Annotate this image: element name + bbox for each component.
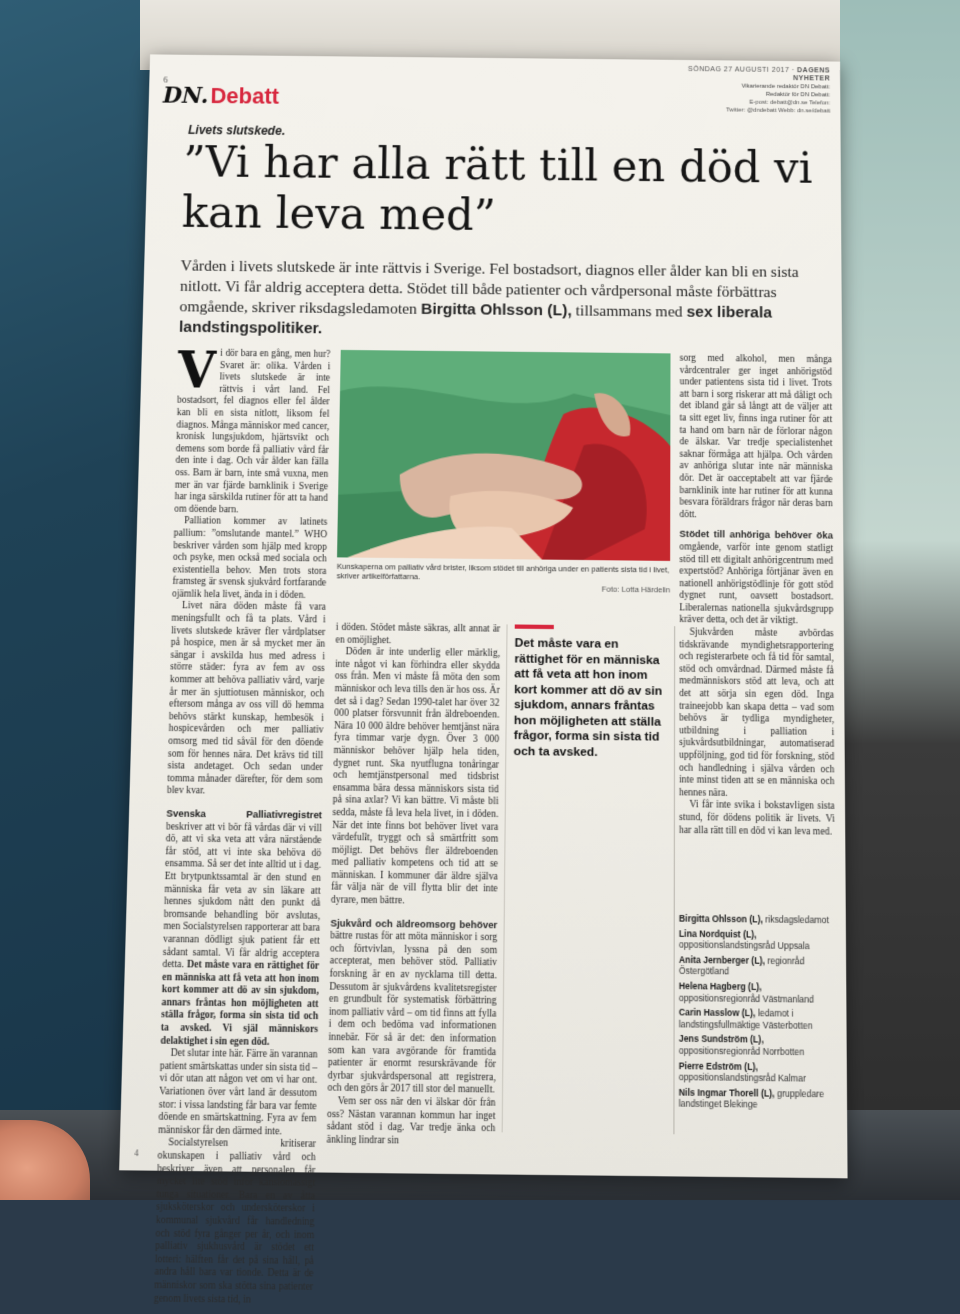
paragraph: i döden. Stödet måste säkras, allt annat är en omöjlighet.	[335, 622, 501, 646]
column-2	[326, 623, 500, 1155]
ingress-coauthors: sex liberala landstingspolitiker.	[178, 303, 773, 338]
paragraph: Livet nära döden måste få vara meningsfullt och få ta plats. Vård i livets slutskede kräver fler vårdplatser på hospice, men är så mycket mer än sängar i avskilda hus med adress i större städer: fyra av fem av oss kommer att behöva palliativ vård, varje år mer än sjuttiotusen människor, och eftersom många av oss vill dö hemma behövs stärkt kunskap, hembesök i hospicevården och mer palliativ omsorg med tid såväl för den döende som för hennes nära. Det krävs tid till sista andetaget. Och sedan under tomma månader därefter, för dem som blev kvar.	[166, 601, 326, 798]
signer: Lina Nordquist (L), oppositionslandstingsråd Uppsala	[678, 927, 810, 952]
column-4	[679, 354, 835, 904]
article-photo	[337, 350, 670, 561]
signer: Birgitta Ohlsson (L), riksdagsledamot	[678, 912, 829, 926]
paragraph: Socialstyrelsen kritiserar okunskapen i palliativ vård och beskriver även att personalen får mycket lite stöd inför känslomässigt tunga situationer. Bara en av åtta sjuksköterskor och undersköterskor i kommunal sjukvård får handledning och stöd fyra gånger per år, och inom palliativ sjukhusvård är stödet ett lotteri: hälften får det på sina håll, på andra håll bara var tionde. Detta är de människor som ska stötta sina patienter genom livets sista tid, in	[153, 1137, 317, 1306]
photo-credit: Foto: Lotta Härdelin	[601, 584, 671, 595]
paragraph: Stödet till anhöriga behöver öka omgående, varför inte genom statligt stöd till ett digitalt anhörigcentrum med expertstöd? Anhöriga förtjänar även en nationell anhörigstödlinje för gott stöd dygnet runt, oavsett bostadsort. Liberalernas nationella sjukvårdsgrupp kräver detta, och det är viktigt.	[679, 527, 834, 627]
kicker: Livets slutskede.	[187, 122, 286, 138]
ingress: Vården i livets slutskede är inte rättvis i Sverige. Fel bostadsort, diagnos eller ålder kan bli en sista nitlott. Vi får aldrig acceptera detta. Stödet till både patienter och vårdpersonal måste förbättras omgående, skriver riksdagsledamoten Birgitta Ohlsson (L), tillsammans med sex liberala landstingspolitiker.	[178, 257, 799, 338]
paragraph: Det slutar inte här. Färre än varannan patient smärtskattas under sin sista tid – vi dör utan att någon vet om vi har ont. Variationen över vårt land är dessutom stor: i vissa landsting får bara var femte döende en smärtskattning. Fyra av fem människor får den därmed inte.	[158, 1048, 318, 1138]
paragraph: sorg med alkohol, men många vårdcentraler ger inget anhörigstöd under patientens sista tid i livet. Trots att barn i sorg riskerar att må dåligt och det ibland går så långt att de väljer att ta sitt eget liv, finns inga rutiner för att ta hand om barn när de förlorar någon de älskar. Var tredje specialistenhet saknar förmåga att hjälpa. Och vården av anhöriga slutar inte när människa dör. Det är oacceptabelt att var fjärde barnklinik inte har rutiner för att kunna besvara föräldrars frågor när deras barn dött.	[679, 353, 833, 521]
contact-line: E-post: debatt@dn.se Telefon:	[749, 99, 831, 107]
magazine-background	[840, 0, 960, 1200]
paragraph: Sjukvården måste avbördas tidskrävande myndighetsrapportering och registerarbete och få tid för samtal, stöd och omvårdnad. Därmed måste få medmänniskors stöd att leva, och att det att sörja sin egen död. Inga traineejobb kan skapa detta – vad som behövs är tydliga myndigheter, utbildning i palliation i sjukvårdsutbildningar, automatiserad uppföljning, god tid för forskning, stöd och handledning i själva vården och inte minst tiden att se en människa och hennes nära.	[679, 627, 835, 799]
column-1	[153, 342, 331, 1306]
page-number: 6	[163, 74, 169, 85]
signer: Anita Jernberger (L), regionråd Östergötland	[678, 953, 805, 977]
signers-list	[679, 913, 837, 1115]
photo-caption: Kunskaperna om palliativ vård brister, liksom stödet till anhöriga under en patients sista tid i livet, skriver artikelförfattarna. Foto: Lotta Härdelin	[336, 561, 671, 595]
paragraph: Vi får inte svika i bokstavligen sista stund, för dödens politik är livets. Vi har alla rätt till en död vi kan leva med.	[679, 800, 835, 838]
paragraph: Svenska Palliativregistret beskriver att vi bör få vårdas där vi vill dö, att vi ska veta att våra närstående får stöd, att vi inte ska behöva dö ensamma. Så ser det inte alltid ut i dag. Ett brytpunktssamtal är den stund en människa får veta av sin läkare att hennes sjukdom nått den punkt då bromsande behandling bör avslutas, men Socialstyrelsen rapporterar att bara varannan dödligt sjuk patient får ett sådant samtal. Vi får aldrig acceptera detta. Det måste vara en rättighet för en människa att få veta att hon inom kort kommer att dö av sin sjukdom, annars fråntas hon möjligheten att ställa frågor, forma sin sista tid och ta avsked. Vi själ människors delaktighet i sin egen död.	[160, 806, 323, 1048]
paragraph: Vi dör bara en gång, men hur? Svaret är: olika. Vården i livets slutskede är inte rättvis i vårt land. Fel bostadsort, fel diagnos eller fel ålder kan bli en sista nitlott, liksom fel diagnos. Många människor med cancer, kronisk lungsjukdom, hjärtsvikt och demens som borde få palliativ vård får den inte i dag. Och vår ålder kan fälla oss. Barn är barn, inte små vuxna, men mer än var fjärde barnklinik i Sverige har inga särskilda rutiner för att ta hand om döende barn.	[174, 342, 331, 516]
pull-quote-text: Det måste vara en rättighet för en människa att få veta att hon inom kort kommer att dö av sin sjukdom, annars fråntas hon möjligheten att ställa frågor, forma sin sista tid och ta avsked.	[513, 635, 663, 759]
pull-quote-bar	[515, 624, 554, 629]
column-divider	[673, 626, 675, 1134]
paragraph: Palliation kommer av latinets pallium: ”omslutande mantel.” WHO beskriver vården som hjälp med kropp och psyke, men också med sociala och existentiella behov. Men trots stora framsteg är svensk sjukvård fortfarande ojämlik hela livet, ända in i döden.	[171, 516, 328, 602]
paragraph: Sjukvård och äldreomsorg behöver bättre rustas för att möta människor i sorg och förtvivlan, lyssna på den som accepterat, men behöver stöd. Palliativ forskning är en av nycklarna till detta. Dessutom är sjukvårdens kvalitetsregister en grundbult för systematisk förbättring inom palliativ vård – om tid finns att fylla i dem och bedöma vad informationen innebär. För så är det: den information som kan vara avgörande för framtida patienter är enormt resurskrävande för dyrbar sjukvårdspersonal att registrera, och den görs år 2017 till stor del manuellt.	[327, 916, 498, 1097]
social-line: Twitter: @dndebatt Webb: dn.se/debatt	[726, 107, 831, 115]
paragraph: Vem ser oss när den vi älskar dör från oss? Nästan varannan kommun har inget sådant stöd i dag. Var tredje änka och änkling lindrar sin	[326, 1096, 496, 1147]
editorial-info	[670, 66, 830, 116]
masthead	[163, 83, 280, 110]
newspaper-page	[119, 54, 847, 1306]
pull-quote	[514, 624, 669, 759]
ingress-author: Birgitta Ohlsson (L),	[420, 300, 572, 320]
editor-line: Vikarierande redaktör DN Debatt:	[741, 83, 831, 91]
drop-cap: V	[177, 342, 217, 401]
signer: Carin Hasslow (L), ledamot i landstingsfullmäktige Västerbotten	[678, 1006, 813, 1031]
column-divider	[502, 624, 508, 1132]
signer: Pierre Edström (L), oppositionslandstingsråd Kalmar	[678, 1059, 806, 1084]
signer: Jens Sundström (L), oppositionsregionråd Norrbotten	[678, 1033, 805, 1058]
back-page-number: 4	[134, 1148, 139, 1159]
section-name: Debatt	[210, 82, 280, 109]
dn-logo: DN.	[162, 82, 209, 110]
editor-line-2: Redaktör för DN Debatt:	[765, 91, 831, 99]
issue-date: SÖNDAG 27 AUGUSTI 2017 · DAGENS NYHETER	[688, 66, 831, 83]
signer: Helena Hagberg (L), oppositionsregionråd Västmanland	[678, 980, 814, 1005]
signer: Nils Ingmar Thorell (L), gruppledare landstinget Blekinge	[678, 1086, 825, 1111]
paragraph: Döden är inte underlig eller märklig, inte något vi kan förhindra eller skydda oss från. Men vi måste få möta den som människor och leva tills den är hos oss. Är det så i dag? Sedan 1990-talet har över 32 000 platser försvunnit från äldreboenden. Nära 10 000 äldre behöver hemtjänst nära fyra timmar varje dygn. Över 3 000 människor behöver hjälp hela tiden, dygnet runt. Ska nyutflugna tonåringar och hemtjänstpersonal med tidsbrist ensamma bära dessa människors sista tid på sina axlar? Vi kan bättre. Vi måste bli sedda, måste få leva hela livet, in i döden. När det inte finns bot behöver livet vara värdefullt, tryggt och så smärtfritt som möjligt. Det behövs fler äldreboenden med palliativ kompetens och tid att se människan. I kommuner där äldre själva får välja när de vill flytta blir det inte dyrare, men bättre.	[330, 647, 501, 907]
headline: ”Vi har alla rätt till en död vi kan leva med”	[181, 136, 813, 242]
